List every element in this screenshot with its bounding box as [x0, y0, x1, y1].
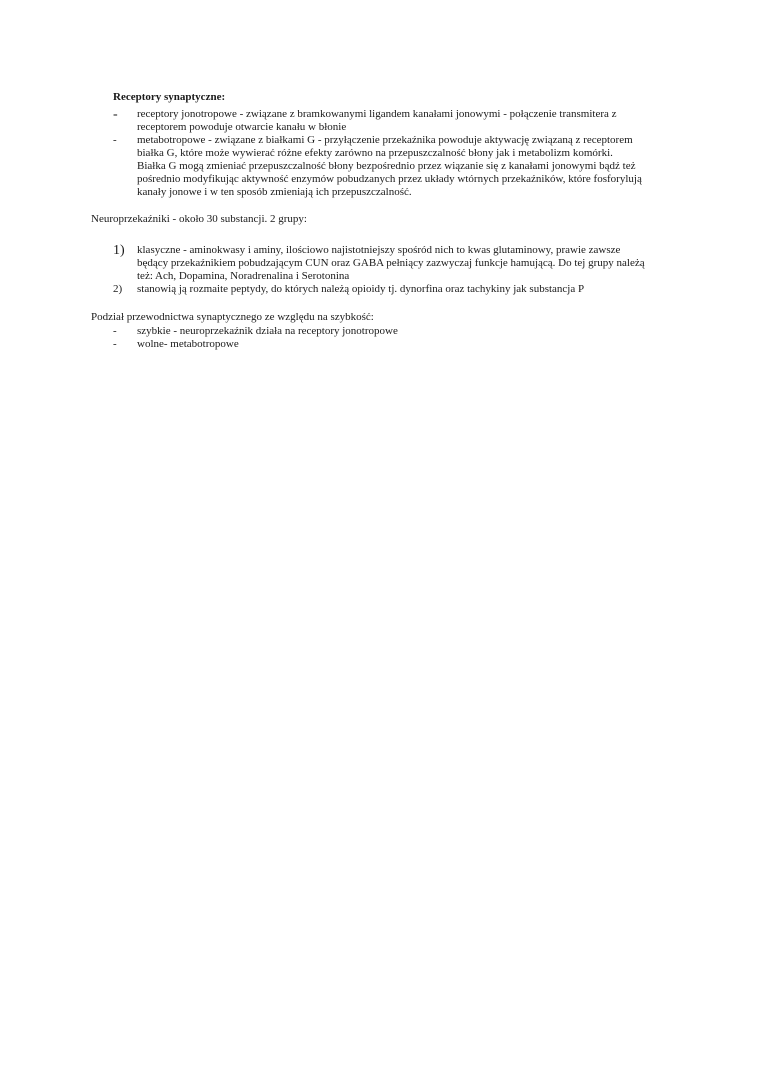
list-item-line: też: Ach, Dopamina, Noradrenalina i Serotonina — [137, 270, 350, 282]
bullet-dash: - — [113, 134, 117, 146]
list-item — [0, 244, 677, 283]
speed-list — [0, 325, 760, 351]
groups-list — [0, 244, 760, 296]
speed-paragraph: Podział przewodnictwa synaptycznego ze względu na szybkość: — [91, 311, 374, 323]
list-item-line: receptory jonotropowe - związane z bramkowanymi ligandem kanałami jonowymi - połączenie transmitera z — [137, 108, 617, 120]
list-item-line: stanowią ją rozmaite peptydy, do których należą opioidy tj. dynorfina oraz tachykiny jak substancja P — [137, 283, 585, 295]
receptor-list — [0, 108, 760, 199]
list-item — [0, 338, 677, 351]
list-item-text: wolne- metabotropowe — [137, 338, 239, 350]
list-number: 2) — [113, 283, 123, 295]
section-heading: Receptory synaptyczne: — [113, 91, 226, 103]
list-item-text: szybkie - neuroprzekaźnik działa na receptory jonotropowe — [137, 325, 398, 337]
list-number: 1) — [113, 243, 125, 258]
list-item-line: białka G, które może wywierać różne efekty zarówno na przepuszczalność błony jak i metabolizm komórki. — [137, 147, 613, 159]
list-item — [0, 134, 677, 199]
list-item — [0, 325, 677, 338]
list-item-line: będący przekaźnikiem pobudzającym CUN oraz GABA pełniący zazwyczaj funkcje hamującą. Do tej grupy należą — [137, 257, 645, 269]
list-item — [0, 283, 677, 296]
list-item — [0, 108, 677, 134]
list-item-line: pośrednio modyfikując aktywność enzymów pobudzanych przez układy wtórnych przekaźników, które fosforylują — [137, 173, 642, 185]
neurotransmitters-paragraph: Neuroprzekaźniki - około 30 substancji. 2 grupy: — [91, 213, 307, 225]
list-item-line: klasyczne - aminokwasy i aminy, ilościowo najistotniejszy spośród nich to kwas glutaminowy, prawie zawsze — [137, 244, 621, 256]
bullet-dash: - — [113, 338, 117, 350]
list-item-line: receptorem powoduje otwarcie kanału w błonie — [137, 121, 347, 133]
bullet-dash: - — [113, 325, 117, 337]
list-item-line: metabotropowe - związane z białkami G - przyłączenie przekaźnika powoduje aktywację związaną z receptorem — [137, 134, 633, 146]
list-item-line: Białka G mogą zmieniać przepuszczalność błony bezpośrednio przez wiązanie się z kanałami jonowymi bądź też — [137, 160, 636, 172]
list-item-line: kanały jonowe i w ten sposób zmieniają ich przepuszczalność. — [137, 186, 412, 198]
bullet-dash: - — [113, 107, 118, 122]
